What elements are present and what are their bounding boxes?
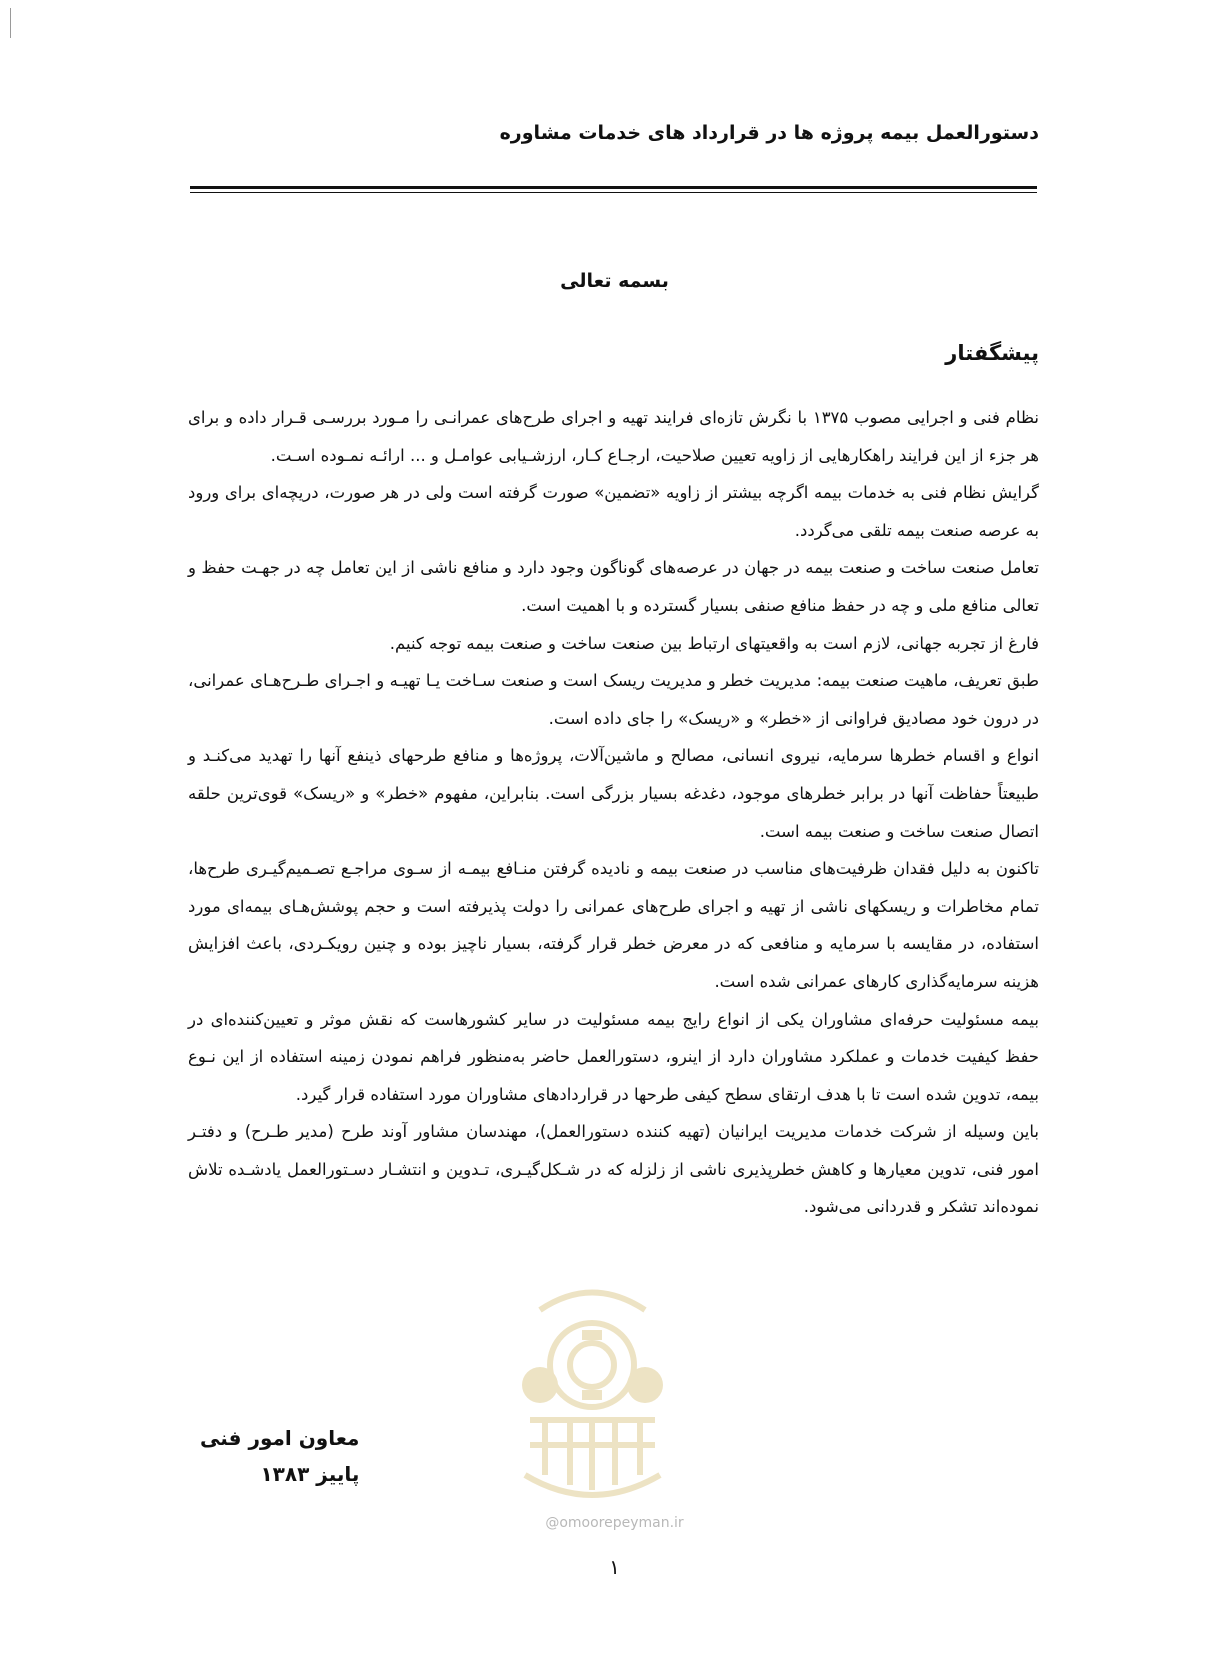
watermark-url: @omoorepeyman.ir: [545, 1515, 684, 1531]
paragraph-3: تعامل صنعت ساخت و صنعت بیمه در جهان در عرصه‌های گوناگون وجود دارد و منافع ناشی از این تعامل چه در جهـت حفظ و تعالی منافع ملی و چه در حفظ منافع صنفی بسیار گسترده و با اهمیت است.: [188, 558, 1039, 615]
paragraph-7: تاکنون به دلیل فقدان ظرفیت‌های مناسب در صنعت بیمه و نادیده گرفتن منـافع بیمـه از سـوی مراجـع تصـمیم‌گیـری طرح‌ها، تمام مخاطرات و ریسکهای ناشی از تهیه و اجرای طرح‌های عمرانی را دولت پذیرفته است و حجم پوشش‌هـای بیمه‌ای مورد استفاده، در مقایسه با سرمایه و منافعی که در معرض خطر قرار گرفته، بسیار ناچیز بوده و چنین رویکـردی، باعث افزایش هزینه سرمایه‌گذاری کارهای عمرانی شده است.: [188, 859, 1039, 991]
signature-title: معاون امور فنی: [200, 1426, 360, 1450]
paragraph-2: گرایش نظام فنی به خدمات بیمه اگرچه بیشتر از زاویه «تضمین» صورت گرفته است ولی در هر صورت، دریچه‌ای برای ورود به عرصه صنعت بیمه تلقی می‌گردد.: [188, 483, 1039, 540]
signature-date: پاییز ۱۳۸۳: [260, 1462, 360, 1486]
seal-watermark: [500, 1270, 685, 1510]
header-rule-thick: [190, 186, 1037, 189]
page-edge-mark: [10, 8, 11, 38]
paragraph-6: انواع و اقسام خطرها سرمایه، نیروی انسانی، مصالح و ماشین‌آلات، پروژه‌ها و منافع طرحهای ذینفع آنها را تهدید می‌کنـد و طبیعتاً حفاظت آنها در برابر خطرهای موجود، دغدغه بسیار بزرگی است. بنابراین، مفهوم «خطر» و «ریسک» قوی‌ترین حلقه اتصال صنعت ساخت و صنعت بیمه است.: [188, 746, 1039, 841]
signature-block: [200, 1420, 359, 1492]
paragraph-5: طبق تعریف، ماهیت صنعت بیمه: مدیریت خطر و مدیریت ریسک است و صنعت سـاخت یـا تهیـه و اجـرای طـرح‌هـای عمرانی، در درون خود مصادیق فراوانی از «خطر» و «ریسک» را جای داده است.: [188, 671, 1039, 728]
page-number: ۱: [609, 1555, 620, 1579]
section-title: پیشگفتار: [945, 341, 1039, 365]
paragraph-1: نظام فنی و اجرایی مصوب ۱۳۷۵ با نگرش تازه‌ای فرایند تهیه و اجرای طرح‌های عمرانـی را مـورد بررسـی قـرار داده و برای هر جزء از این فرایند راهکارهایی از زاویه تعیین صلاحیت، ارجـاع کـار، ارزشـیابی عوامـل و ... ارائـه نمـوده اسـت.: [188, 408, 1039, 465]
header-rule-thin: [190, 192, 1037, 193]
document-header-title: دستورالعمل بیمه پروژه ها در قرارداد های خدمات مشاوره: [499, 122, 1039, 144]
basmala-heading: بسمه تعالی: [560, 270, 669, 292]
paragraph-9: باین وسیله از شرکت خدمات مدیریت ایرانیان (تهیه کننده دستورالعمل)، مهندسان مشاور آوند طرح (مدیر طـرح) و دفتـر امور فنی، تدوین معیارها و کاهش خطرپذیری ناشی از زلزله که در شـکل‌گیـری، تـدوین و انتشـار دسـتورالعمل یادشـده تلاش نموده‌اند تشکر و قدردانی می‌شود.: [188, 1122, 1039, 1217]
body-text: [188, 399, 1039, 1226]
paragraph-8: بیمه مسئولیت حرفه‌ای مشاوران یکی از انواع رایج بیمه مسئولیت در سایر کشورهاست که نقش موثر و تعیین‌کننده‌ای در حفظ کیفیت خدمات و عملکرد مشاوران دارد از اینرو، دستورالعمل حاضر به‌منظور فراهم نمودن زمینه استفاده از این نـوع بیمه، تدوین شده است تا با هدف ارتقای سطح کیفی طرحها در قراردادهای مشاوران مورد استفاده قرار گیرد.: [188, 1009, 1039, 1104]
paragraph-4: فارغ از تجربه جهانی، لازم است به واقعیتهای ارتباط بین صنعت ساخت و صنعت بیمه توجه کنیم.: [389, 633, 1039, 653]
